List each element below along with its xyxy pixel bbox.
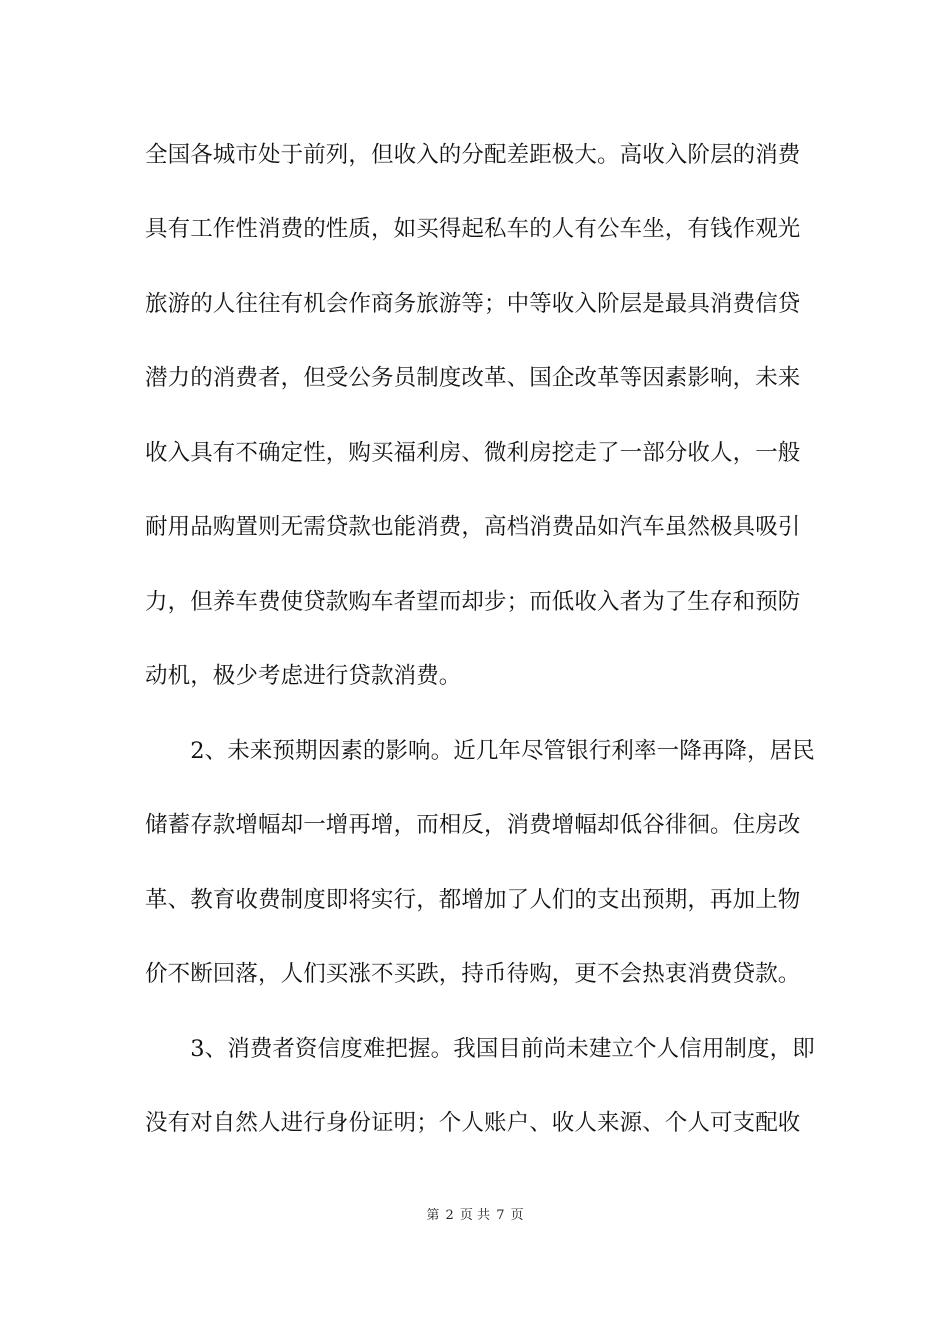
text-line-13: 3、消费者资信度难把握。我国目前尚未建立个人信用制度，即 (145, 1036, 815, 1062)
text-line-6: 耐用品购置则无需贷款也能消费，高档消费品如汽车虽然极具吸引 (145, 514, 801, 540)
footer-prefix: 第 (426, 1208, 440, 1223)
text-line-11: 革、教育收费制度即将实行，都增加了人们的支出预期，再加上物 (145, 887, 801, 913)
page-footer (0, 1207, 950, 1225)
text-line-1: 全国各城市处于前列，但收入的分配差距极大。高收入阶层的消费 (145, 142, 801, 168)
text-line-3: 旅游的人往往有机会作商务旅游等；中等收入阶层是最具消费信贷 (145, 291, 801, 317)
footer-middle: 页 共 (459, 1208, 491, 1223)
footer-current-page: 2 (445, 1208, 454, 1223)
text-line-10: 储蓄存款增幅却一增再增，而相反，消费增幅却低谷徘徊。住房改 (145, 812, 801, 838)
footer-suffix: 页 (510, 1208, 524, 1223)
footer-total-pages: 7 (496, 1208, 505, 1223)
text-line-9: 2、未来预期因素的影响。近几年尽管银行利率一降再降，居民 (145, 738, 815, 764)
text-line-7: 力，但养车费使贷款购车者望而却步；而低收入者为了生存和预防 (145, 589, 801, 615)
text-line-12: 价不断回落，人们买涨不买跌，持币待购，更不会热衷消费贷款。 (145, 961, 801, 987)
text-line-5: 收入具有不确定性，购买福利房、微利房挖走了一部分收人，一般 (145, 440, 801, 466)
text-line-4: 潜力的消费者，但受公务员制度改革、国企改革等因素影响，未来 (145, 365, 801, 391)
text-line-14: 没有对自然人进行身份证明；个人账户、收人来源、个人可支配收 (145, 1110, 801, 1136)
text-line-2: 具有工作性消费的性质，如买得起私车的人有公车坐，有钱作观光 (145, 216, 801, 242)
text-line-8: 动机，极少考虑进行贷款消费。 (145, 663, 462, 689)
